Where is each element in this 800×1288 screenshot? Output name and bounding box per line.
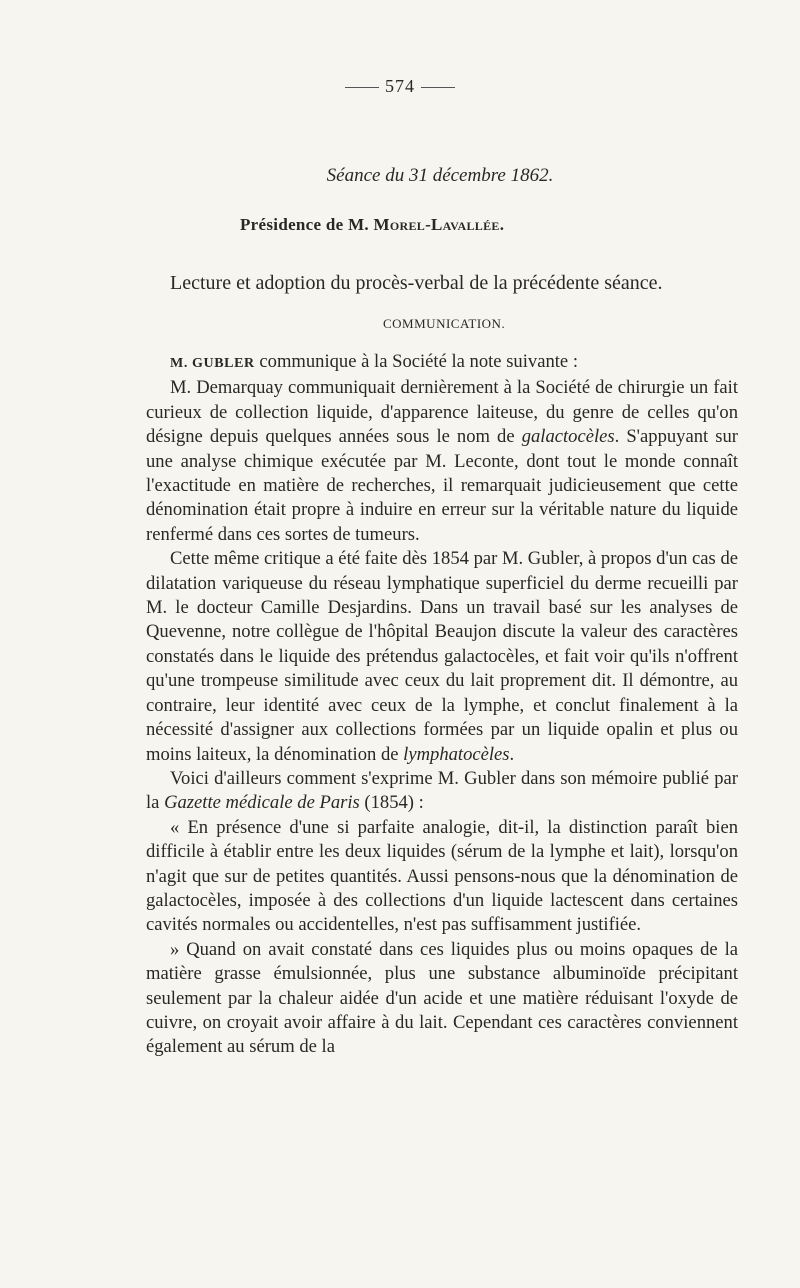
term-lymphatoceles: lymphatocèles (403, 743, 510, 765)
session-title: Séance du 31 décembre 1862. (326, 165, 554, 186)
paragraph-4-text-a: Voici d'ailleurs comment s'exprime M. Gubler dans son mémoire publié par la (146, 767, 738, 814)
body-text (146, 350, 738, 1060)
paragraph-6: » Quand on avait constaté dans ces liquides plus ou moins opaques de la matière grasse émulsionnée, plus une substance albuminoïde précipitant seulement par la chaleur aidée d'un acide et une matière réduisant l'oxyde de cuivre, on croyait avoir affaire à du lait. Cependant ces caractères conviennent également au sérum de la (146, 938, 738, 1058)
paragraph-1 (146, 350, 738, 376)
paragraph-2-text-a: M. Demarquay communiquait dernièrement à la Société de chirurgie un fait curieux de collection liquide, d'apparence laiteuse, du genre de celles qu'on désigne depuis quelques années sous le nom de (146, 377, 738, 448)
paragraph-4-text-b: (1854) : (359, 792, 424, 814)
term-galactoceles: galactocèles (521, 426, 615, 448)
paragraph-3-text-a: Cette même critique a été faite dès 1854 par M. Gubler, à propos d'un cas de dilatation variqueuse du réseau lymphatique superficiel du derme recueilli par M. le docteur Camille Desjardins. Dans un travail basé sur les analyses de Quevenne, notre collègue de l'hôpital Beaujon discute la valeur des caractères constatés dans le liquide des prétendus galactocèles, et fait voir qu'ils n'offrent qu'une trompeuse similitude avec ceux du lait proprement dit. Il démontre, au contraire, leur identité avec ceux de la lymphe, et conclut finalement à la nécessité d'assigner aux collections formées par un liquide opalin et plus ou moins laiteux, la dénomination de (146, 548, 738, 765)
speaker-name: M. GUBLER (170, 356, 255, 371)
presidence-line (240, 215, 504, 235)
page-number (0, 76, 800, 97)
president-name: M. Morel-Lavallée. (348, 215, 505, 234)
dash-left (345, 87, 379, 88)
paragraph-3 (146, 547, 738, 767)
section-heading: COMMUNICATION. (383, 316, 506, 331)
dash-right (421, 87, 455, 88)
lecture-line: Lecture et adoption du procès-verbal de la précédente séance. (170, 272, 663, 294)
journal-title: Gazette médicale de Paris (164, 792, 360, 814)
paragraph-3-text-b: . (509, 743, 515, 765)
paragraph-4 (146, 767, 738, 816)
paragraph-1-text: communique à la Société la note suivante : (254, 351, 578, 372)
presidence-prefix: Présidence de (240, 215, 344, 234)
paragraph-2-text-b: . S'appuyant sur une analyse chimique exécutée par M. Leconte, dont tout le monde connaît l'exactitude en matière de recherches, il remarquait judicieusement que cette dénomination était propre à induire en erreur sur la véritable nature du liquide renfermé dans ces sortes de tumeurs. (146, 426, 738, 545)
paragraph-2 (146, 376, 738, 547)
paragraph-5: « En présence d'une si parfaite analogie, dit-il, la distinction paraît bien difficile à établir entre les deux liquides (sérum de la lymphe et lait), lorsqu'on n'agit que sur de petites quantités. Aussi pensons-nous que la dénomination de galactocèles, imposée à des collections d'un liquide lactescent dans certaines cavités normales ou accidentelles, n'est pas suffisamment justifiée. (146, 816, 738, 936)
page-number-text: 574 (385, 76, 415, 96)
